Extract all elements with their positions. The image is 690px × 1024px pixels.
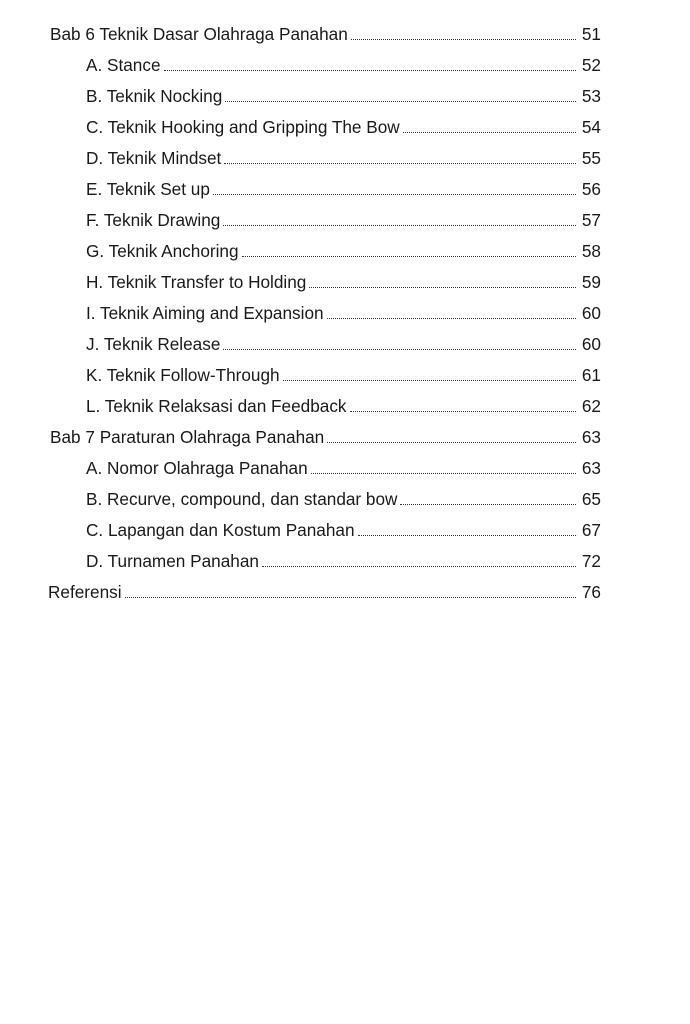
- toc-entry-bab-7[interactable]: [0, 421, 690, 452]
- toc-entry-bab-6[interactable]: [0, 18, 690, 49]
- toc-entry-relaksasi[interactable]: [0, 390, 690, 421]
- dot-leader: [224, 163, 576, 164]
- toc-entry-page: 52: [581, 54, 601, 75]
- toc-entry-page: 58: [581, 240, 601, 261]
- dot-leader: [283, 380, 576, 381]
- toc-entry-page: 63: [581, 457, 601, 478]
- toc-entry-page: 72: [581, 550, 601, 571]
- toc-entry-page: 67: [581, 519, 601, 540]
- toc-entry-release[interactable]: [0, 328, 690, 359]
- dot-leader: [311, 473, 576, 474]
- dot-leader: [164, 70, 576, 71]
- toc-entry-page: 60: [581, 302, 601, 323]
- toc-entry-aiming[interactable]: [0, 297, 690, 328]
- toc-entry-follow-through[interactable]: [0, 359, 690, 390]
- toc-entry-turnamen[interactable]: [0, 545, 690, 576]
- toc-entry-page: 63: [581, 426, 601, 447]
- toc-entry-page: 54: [581, 116, 601, 137]
- dot-leader: [262, 566, 576, 567]
- dot-leader: [242, 256, 576, 257]
- dot-leader: [327, 442, 576, 443]
- toc-entry-set-up[interactable]: [0, 173, 690, 204]
- toc-entry-page: 59: [581, 271, 601, 292]
- toc-entry-page: 62: [581, 395, 601, 416]
- toc-entry-mindset[interactable]: [0, 142, 690, 173]
- toc-entry-title: D. Turnamen Panahan: [86, 550, 259, 571]
- toc-entry-nomor-olahraga[interactable]: [0, 452, 690, 483]
- toc-entry-title: J. Teknik Release: [86, 333, 221, 354]
- toc-entry-title: C. Lapangan dan Kostum Panahan: [86, 519, 355, 540]
- toc-entry-title: B. Recurve, compound, dan standar bow: [86, 488, 398, 509]
- dot-leader: [223, 225, 576, 226]
- toc-entry-nocking[interactable]: [0, 80, 690, 111]
- toc-entry-transfer-to-holding[interactable]: [0, 266, 690, 297]
- dot-leader: [351, 39, 576, 40]
- dot-leader: [358, 535, 576, 536]
- toc-entry-page: 57: [581, 209, 601, 230]
- dot-leader: [125, 597, 576, 598]
- toc-entry-hooking[interactable]: [0, 111, 690, 142]
- toc-entry-page: 76: [581, 581, 601, 602]
- toc-entry-drawing[interactable]: [0, 204, 690, 235]
- toc-entry-title: E. Teknik Set up: [86, 178, 210, 199]
- toc-entry-title: Referensi: [48, 581, 122, 602]
- dot-leader: [350, 411, 576, 412]
- toc-entry-title: A. Stance: [86, 54, 161, 75]
- toc-entry-page: 53: [581, 85, 601, 106]
- toc-entry-page: 61: [581, 364, 601, 385]
- toc-entry-page: 60: [581, 333, 601, 354]
- table-of-contents: [0, 18, 690, 607]
- toc-entry-page: 51: [581, 23, 601, 44]
- toc-entry-anchoring[interactable]: [0, 235, 690, 266]
- dot-leader: [327, 318, 576, 319]
- toc-entry-title: Bab 6 Teknik Dasar Olahraga Panahan: [50, 23, 348, 44]
- toc-entry-title: I. Teknik Aiming and Expansion: [86, 302, 324, 323]
- toc-entry-title: A. Nomor Olahraga Panahan: [86, 457, 308, 478]
- toc-entry-title: D. Teknik Mindset: [86, 147, 222, 168]
- toc-entry-title: B. Teknik Nocking: [86, 85, 223, 106]
- dot-leader: [400, 504, 576, 505]
- toc-entry-title: G. Teknik Anchoring: [86, 240, 239, 261]
- dot-leader: [309, 287, 576, 288]
- toc-entry-title: H. Teknik Transfer to Holding: [86, 271, 307, 292]
- toc-entry-title: L. Teknik Relaksasi dan Feedback: [86, 395, 347, 416]
- toc-entry-title: F. Teknik Drawing: [86, 209, 221, 230]
- toc-entry-stance[interactable]: [0, 49, 690, 80]
- toc-entry-page: 56: [581, 178, 601, 199]
- toc-entry-recurve-compound[interactable]: [0, 483, 690, 514]
- toc-entry-title: Bab 7 Paraturan Olahraga Panahan: [50, 426, 325, 447]
- toc-entry-referensi[interactable]: [0, 576, 690, 607]
- toc-entry-page: 65: [581, 488, 601, 509]
- dot-leader: [213, 194, 576, 195]
- toc-entry-title: K. Teknik Follow-Through: [86, 364, 280, 385]
- dot-leader: [225, 101, 576, 102]
- dot-leader: [223, 349, 576, 350]
- toc-entry-page: 55: [581, 147, 601, 168]
- dot-leader: [403, 132, 576, 133]
- toc-entry-lapangan[interactable]: [0, 514, 690, 545]
- toc-entry-title: C. Teknik Hooking and Gripping The Bow: [86, 116, 400, 137]
